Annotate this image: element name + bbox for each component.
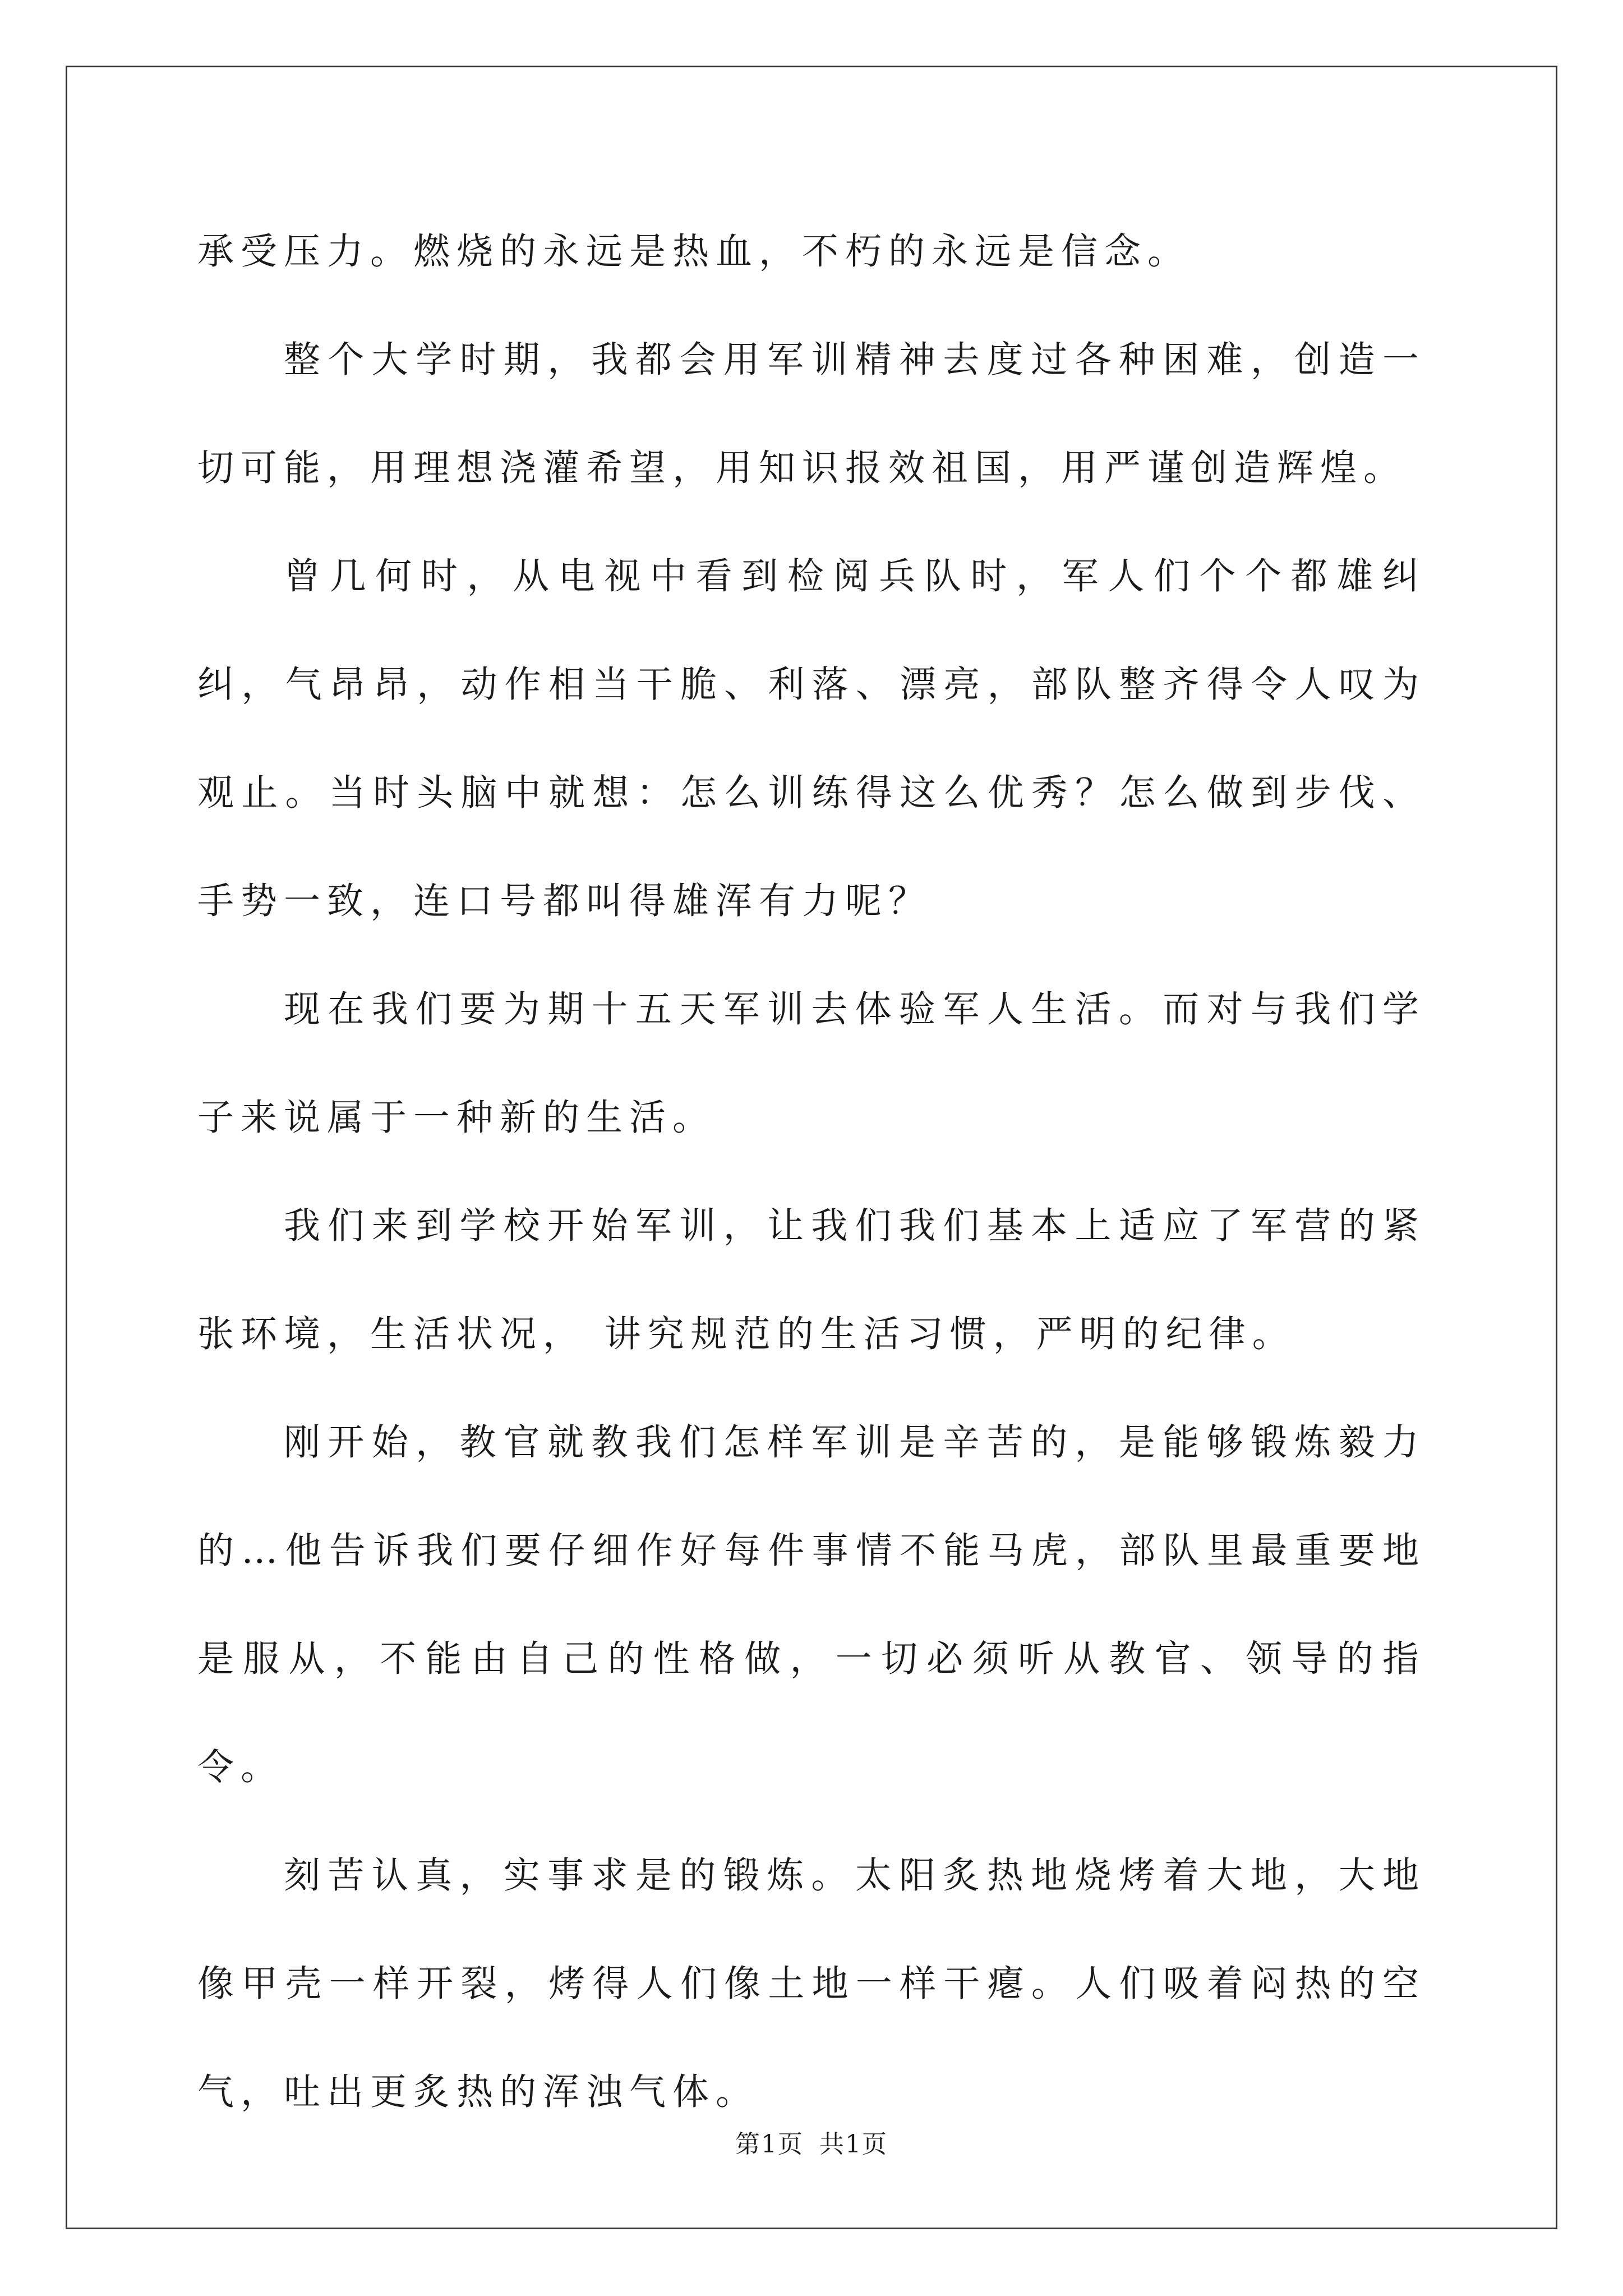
page-total: 共1页: [819, 2130, 888, 2159]
paragraph-6: 刚开始，教官就教我们怎样军训是辛苦的，是能够锻炼毅力的…他告诉我们要仔细作好每件事情不能马虎，部队里最重要地是服从，不能由自己的性格做，一切必须听从教官、领导的指令。: [197, 1421, 1426, 1788]
paragraph-4: 现在我们要为期十五天军训去体验军人生活。而对与我们学子来说属于一种新的生活。: [197, 988, 1426, 1139]
paragraph-5: 我们来到学校开始军训，让我们我们基本上适应了军营的紧张环境，生活状况， 讲究规范的生活习惯，严明的纪律。: [197, 1205, 1426, 1355]
document-body: [197, 197, 1426, 2146]
paragraph-3: 曾几何时，从电视中看到检阅兵队时，军人们个个都雄纠纠，气昂昂，动作相当干脆、利落、漂亮，部队整齐得令人叹为观止。当时头脑中就想：怎么训练得这么优秀？怎么做到步伐、手势一致，连口号都叫得雄浑有力呢？: [197, 555, 1426, 922]
page-footer: [0, 2128, 1623, 2161]
paragraph-7: 刻苦认真，实事求是的锻炼。太阳炙热地烧烤着大地，大地像甲壳一样开裂，烤得人们像土地一样干瘪。人们吸着闷热的空气，吐出更炙热的浑浊气体。: [197, 1855, 1426, 2113]
page-number: 第1页: [735, 2130, 804, 2159]
paragraph-1: 承受压力。燃烧的永远是热血，不朽的永远是信念。: [197, 231, 1191, 273]
paragraph-2: 整个大学时期，我都会用军训精神去度过各种困难，创造一切可能，用理想浇灌希望，用知识报效祖国，用严谨创造辉煌。: [197, 339, 1426, 489]
